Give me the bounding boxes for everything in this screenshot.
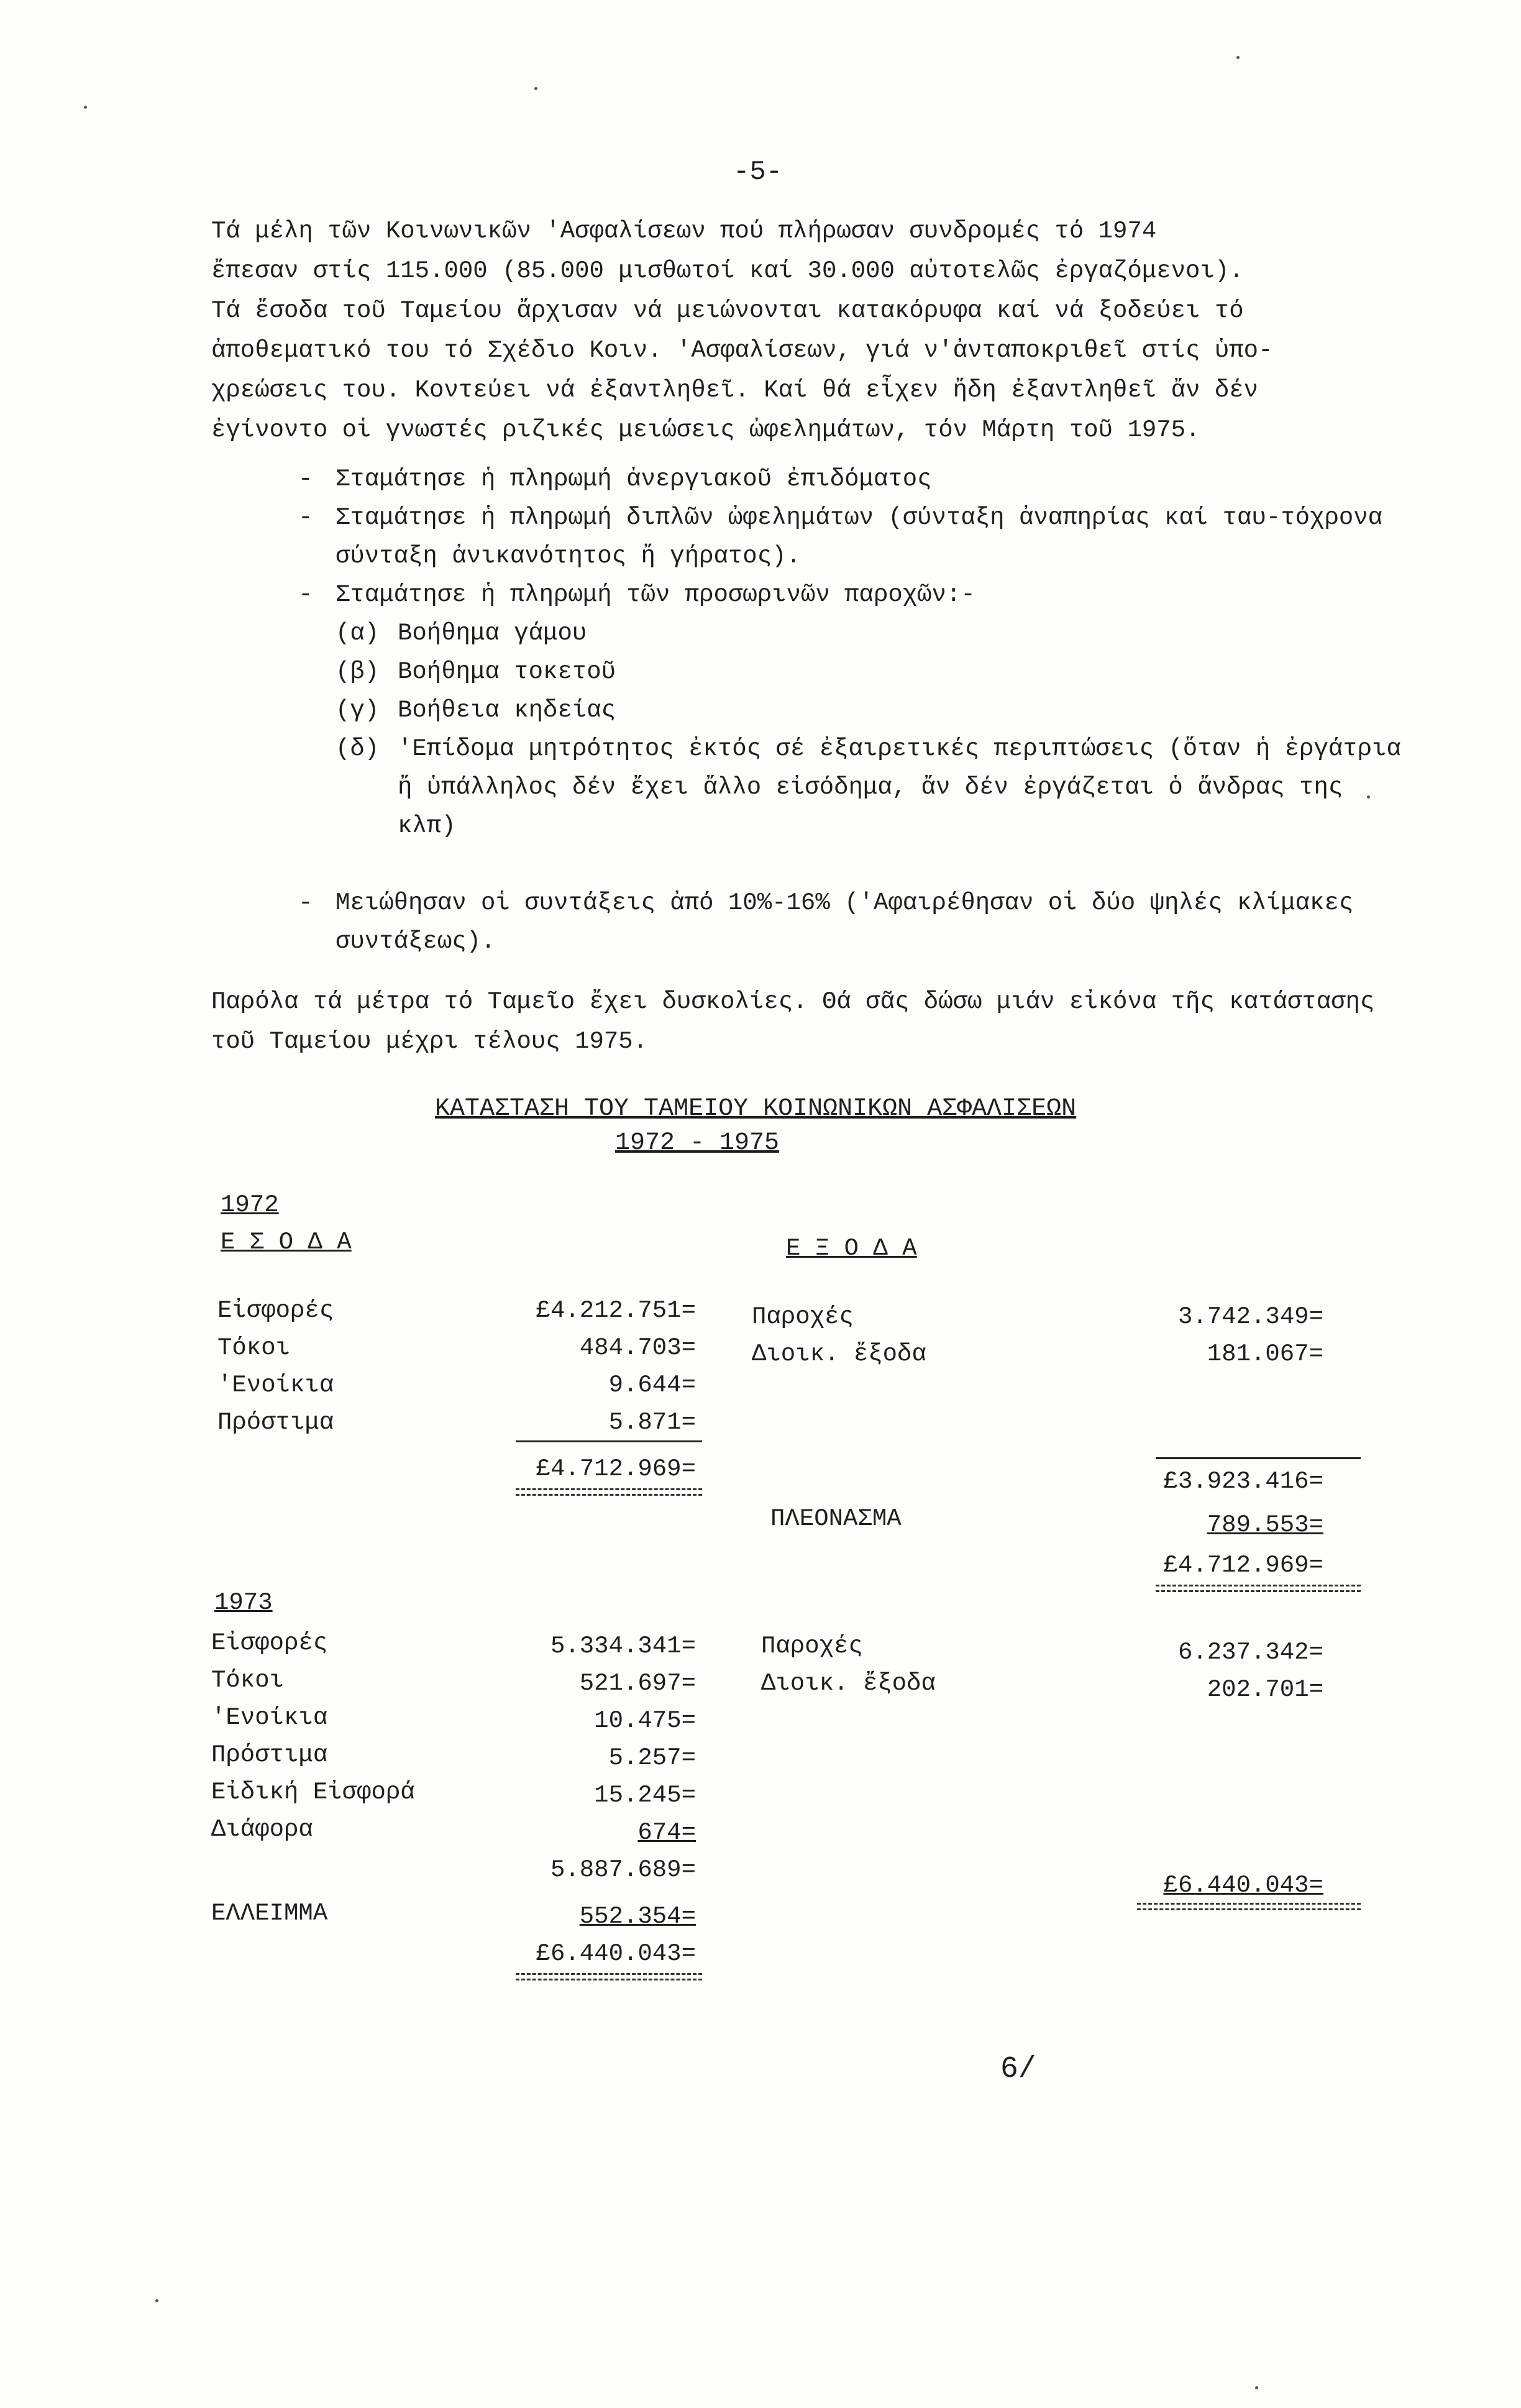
list-dash: - [298, 504, 313, 531]
expense-value: 181.067= [1207, 1340, 1323, 1368]
intro-line: ἀποθεματικό του τό Σχέδιο Κοιν. 'Ασφαλίσεων, γιά ν'ἀνταποκριθεῖ στίς ὑπο- [211, 337, 1273, 364]
income-value: 5.257= [608, 1744, 696, 1772]
intro-line: Τά ἔσοδα τοῦ Ταμείου ἄρχισαν νά μειώνονται κατακόρυφα καί νά ξοδεύει τό [211, 297, 1244, 324]
income-label: Πρόστιμα [217, 1409, 334, 1436]
scan-speck [1367, 795, 1370, 799]
surplus-label: ΠΛΕΟΝΑΣΜΑ [770, 1505, 902, 1532]
sublist-item [336, 652, 1404, 691]
report-years: 1972 - 1975 [615, 1129, 780, 1157]
scan-speck [84, 106, 87, 109]
sublist-text: 'Επίδομα μητρότητος ἐκτός σέ ἐξαιρετικές περιπτώσεις (ὅταν ἡ ἐργάτρια ἤ ὑπάλληλος δέν ἔχει ἄλλο εἰσόδημα, ἄν δέν ἐργάζεται ὁ ἄνδρας της κλπ) [398, 735, 1401, 840]
sublist-text: Βοήθημα τοκετοῦ [398, 658, 616, 685]
measure-item [298, 460, 1404, 498]
intro-line: ἐγίνοντο οἱ γνωστές ριζικές μειώσεις ὠφελημάτων, τόν Μάρτη τοῦ 1975. [211, 416, 1200, 444]
income-label: Τόκοι [211, 1667, 285, 1694]
list-dash: - [298, 889, 313, 917]
income-label: Τόκοι [217, 1334, 291, 1362]
income-value: 10.475= [594, 1707, 696, 1734]
benefits-sublist [336, 614, 1404, 845]
closing-paragraph: Παρόλα τά μέτρα τό Ταμεῖο ἔχει δυσκολίες. Θά σᾶς δώσω μιάν εἰκόνα τῆς κατάστασης τοῦ Ταμείου μέχρι τέλους 1975. [211, 988, 1375, 1055]
double-rule [516, 1973, 702, 1980]
grand-total: £6.440.043= [536, 1940, 696, 1967]
expense-label: Παροχές [752, 1303, 854, 1330]
income-label: 'Ενοίκια [217, 1371, 334, 1399]
double-rule [1156, 1585, 1361, 1592]
sublist-label: (γ) [336, 697, 380, 724]
measure-text: Σταμάτησε ἡ πληρωμή διπλῶν ὠφελημάτων (σύνταξη ἀναπηρίας καί ταυ-τόχρονα σύνταξη ἀνικανότητος ἤ γήρατος). [336, 504, 1383, 570]
income-value: 15.245= [594, 1782, 696, 1809]
measure-text: Μειώθησαν οἱ συντάξεις ἀπό 10%-16% ('Αφαιρέθησαν οἱ δύο ψηλές κλίμακες συντάξεως). [336, 889, 1354, 955]
income-label: Διάφορα [211, 1816, 313, 1843]
continuation-marker: 6/ [1000, 2053, 1036, 2086]
income-value: 5.871= [608, 1409, 696, 1436]
income-value: 521.697= [579, 1670, 696, 1697]
income-label: 'Ενοίκια [211, 1704, 328, 1731]
intro-line: Τά μέλη τῶν Κοινωνικῶν 'Ασφαλίσεων πού πλήρωσαν συνδρομές τό 1974 [211, 217, 1157, 245]
income-label: Εἰδική Εἰσφορά [211, 1779, 415, 1806]
report-title: ΚΑΤΑΣΤΑΣΗ ΤΟΥ ΤΑΜΕΙΟΥ ΚΟΙΝΩΝΙΚΩΝ ΑΣΦΑΛΙΣΕΩΝ [435, 1095, 1077, 1123]
measure-text: Σταμάτησε ἡ πληρωμή ἀνεργιακοῦ ἐπιδόματος [336, 465, 932, 493]
income-label: Εἰσφορές [217, 1297, 334, 1324]
measure-item [298, 498, 1404, 575]
double-rule [516, 1488, 702, 1496]
expense-total: £3.923.416= [1163, 1468, 1323, 1495]
grand-total: £4.712.969= [1163, 1552, 1323, 1579]
surplus-value: 789.553= [1207, 1511, 1323, 1539]
double-rule [1137, 1903, 1361, 1910]
intro-line: ἔπεσαν στίς 115.000 (85.000 μισθωτοί καί 30.000 αὐτοτελῶς ἐργαζόμενοι). [211, 257, 1244, 285]
income-value: 9.644= [608, 1371, 696, 1399]
sum-rule [516, 1440, 702, 1442]
scan-speck [1255, 2386, 1258, 2389]
sublist-text: Βοήθημα γάμου [398, 620, 587, 647]
measure-text: Σταμάτησε ἡ πληρωμή τῶν προσωρινῶν παροχῶν:- [336, 581, 975, 608]
income-heading: Ε Σ Ο Δ Α [221, 1229, 352, 1256]
sublist-item [336, 730, 1404, 845]
list-dash: - [298, 581, 313, 608]
income-value: 5.334.341= [550, 1632, 696, 1660]
measure-item [298, 575, 1404, 845]
year-label-1972: 1972 [221, 1191, 279, 1219]
expense-value: 3.742.349= [1177, 1303, 1323, 1330]
sublist-item [336, 614, 1404, 652]
sublist-item [336, 691, 1404, 730]
sublist-text: Βοήθεια κηδείας [398, 697, 616, 724]
intro-line: χρεώσεις του. Κοντεύει νά ἐξαντληθεῖ. Καί θά εἶχεν ἤδη ἐξαντληθεῖ ἄν δέν [211, 377, 1259, 404]
sublist-label: (δ) [336, 735, 380, 762]
income-value: £4.212.751= [536, 1297, 696, 1324]
expense-label: Παροχές [761, 1632, 863, 1660]
expense-total: £6.440.043= [1163, 1872, 1323, 1899]
sum-rule [1156, 1457, 1361, 1459]
scan-speck [1236, 56, 1240, 59]
measures-list [298, 460, 1404, 961]
income-total: 5.887.689= [550, 1856, 696, 1884]
page-number: -5- [733, 157, 783, 188]
income-total: £4.712.969= [536, 1455, 696, 1483]
income-label: Εἰσφορές [211, 1629, 328, 1657]
list-dash: - [298, 465, 313, 493]
deficit-value: 552.354= [579, 1903, 696, 1930]
intro-paragraph [211, 211, 1392, 450]
income-label: Πρόστιμα [211, 1741, 328, 1769]
income-value: 484.703= [579, 1334, 696, 1362]
expense-label: Διοικ. ἔξοδα [752, 1340, 926, 1368]
sublist-label: (α) [336, 620, 380, 647]
year-label-1973: 1973 [214, 1589, 273, 1616]
scan-speck [534, 87, 537, 90]
deficit-label: ΕΛΛΕΙΜΜΑ [211, 1900, 328, 1927]
expense-label: Διοικ. ἔξοδα [761, 1670, 936, 1697]
measure-item [298, 884, 1404, 961]
sublist-label: (β) [336, 658, 380, 685]
expense-heading: Ε Ξ Ο Δ Α [786, 1235, 917, 1262]
scan-speck [155, 2299, 158, 2302]
expense-value: 202.701= [1207, 1676, 1323, 1703]
expense-value: 6.237.342= [1177, 1639, 1323, 1666]
income-value: 674= [637, 1819, 696, 1846]
